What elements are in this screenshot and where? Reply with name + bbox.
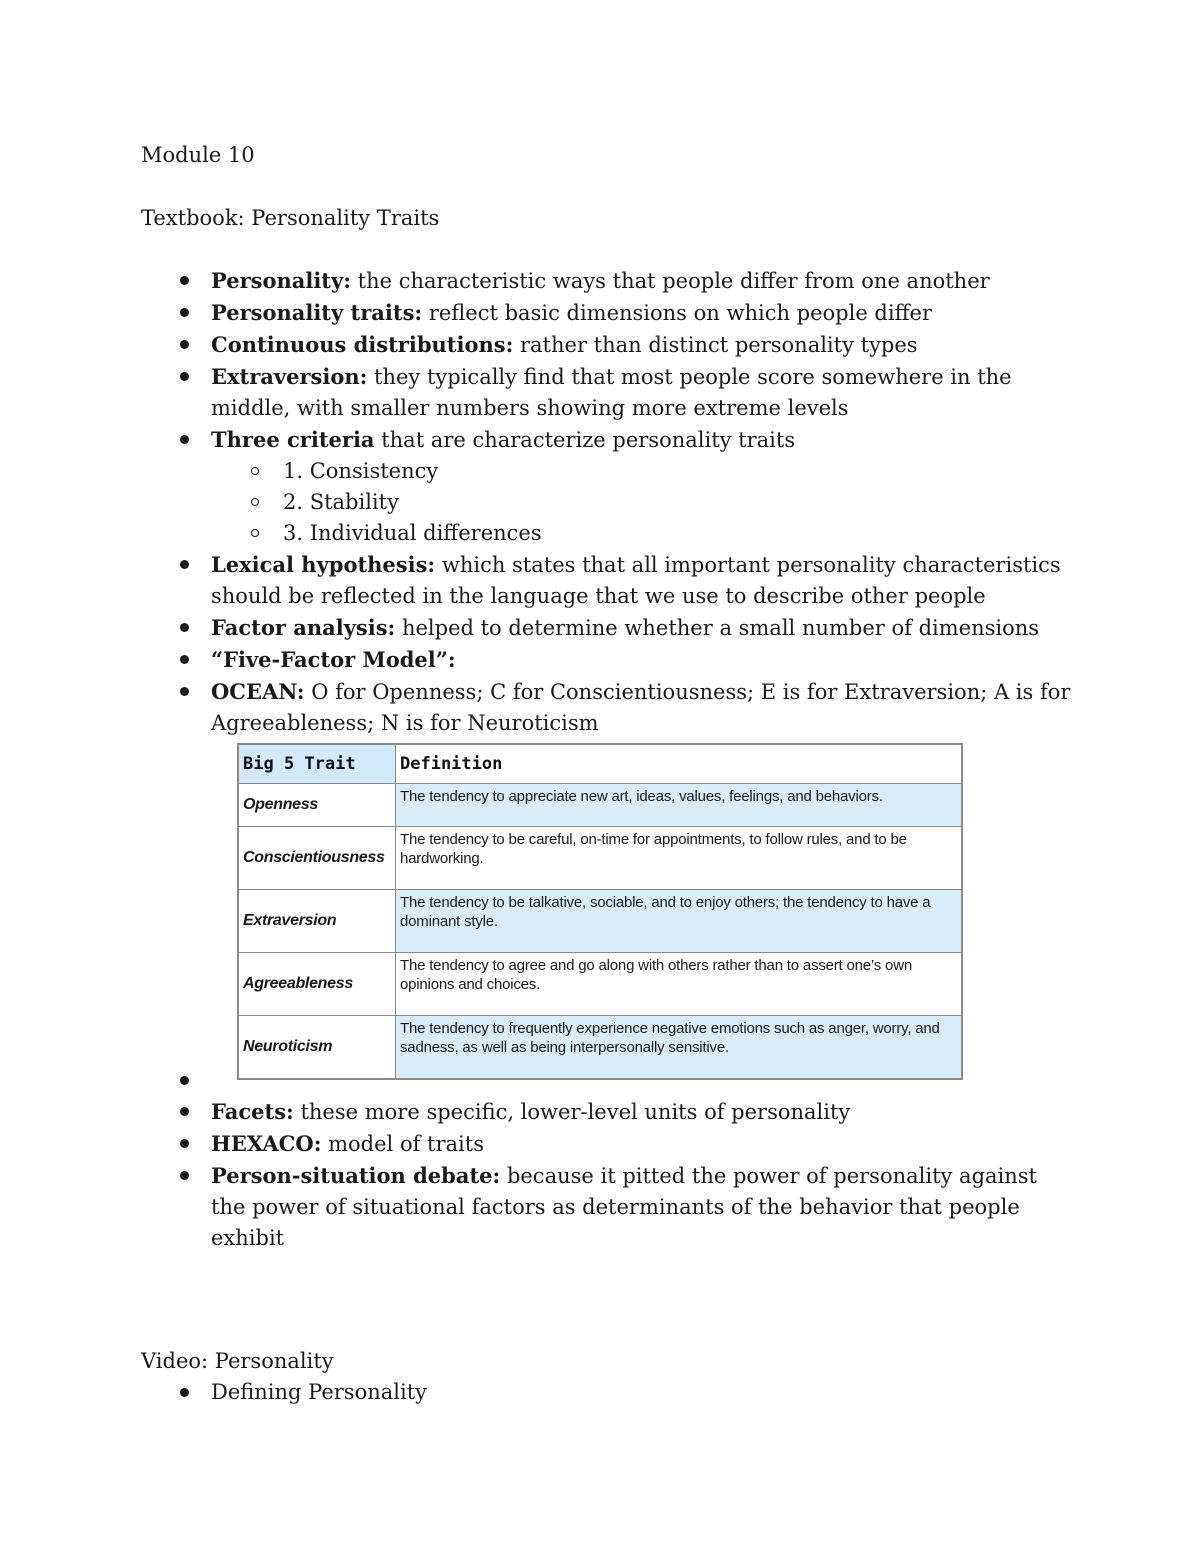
term-description: helped to determine whether a small number of dimensions xyxy=(395,616,1040,640)
bullet-icon xyxy=(180,340,189,349)
section-heading-textbook: Textbook: Personality Traits xyxy=(141,206,440,230)
document-title: Module 10 xyxy=(141,143,255,167)
header-definition: Definition xyxy=(396,744,963,784)
trait-name: Openness xyxy=(238,784,396,827)
criterion-text: 3. Individual differences xyxy=(283,521,542,545)
bullet-icon xyxy=(180,655,189,664)
trait-name: Agreeableness xyxy=(238,953,396,1016)
list-item xyxy=(141,612,1071,644)
bullet-icon xyxy=(180,276,189,285)
term: Factor analysis: xyxy=(211,615,396,640)
list-item xyxy=(141,644,1071,676)
textbook-bullet-list xyxy=(141,265,1071,739)
bullet-icon xyxy=(180,1139,189,1148)
term: Three criteria xyxy=(211,427,375,452)
table-header-row xyxy=(238,744,962,784)
list-item xyxy=(141,1160,1071,1254)
sub-list-item xyxy=(211,487,1071,518)
term-description: which states that all important personality characteristics should be reflected in the language that we use to describe other people xyxy=(211,553,1061,608)
bullet-icon xyxy=(180,623,189,632)
term: Lexical hypothesis: xyxy=(211,552,436,577)
bullet-icon xyxy=(180,1171,189,1180)
list-item xyxy=(141,1096,1071,1128)
criterion-text: 2. Stability xyxy=(283,490,399,514)
video-bullet-list xyxy=(141,1377,1071,1408)
bullet-icon xyxy=(180,435,189,444)
table-row xyxy=(238,953,962,1016)
list-item xyxy=(141,329,1071,361)
list-item xyxy=(141,676,1071,739)
bullet-icon xyxy=(180,1107,189,1116)
header-trait: Big 5 Trait xyxy=(238,744,396,784)
trait-name: Extraversion xyxy=(238,890,396,953)
list-item xyxy=(141,297,1071,329)
term-description: the characteristic ways that people differ from one another xyxy=(350,269,990,293)
circle-bullet-icon xyxy=(251,498,259,506)
term: Continuous distributions: xyxy=(211,332,514,357)
table-row xyxy=(238,890,962,953)
list-item xyxy=(141,549,1071,612)
bullet-icon xyxy=(180,1388,189,1397)
trait-definition: The tendency to appreciate new art, ideas, values, feelings, and behaviors. xyxy=(396,784,963,827)
criterion-text: 1. Consistency xyxy=(283,459,439,483)
trait-definition: The tendency to frequently experience negative emotions such as anger, worry, and sadness, as well as being interpersonally sensitive. xyxy=(396,1016,963,1080)
bullet-icon xyxy=(180,687,189,696)
term: Personality: xyxy=(211,268,351,293)
term-description: because it pitted the power of personality against the power of situational factors as determinants of the behavior that people exhibit xyxy=(211,1164,1037,1250)
list-item xyxy=(141,265,1071,297)
term: Personality traits: xyxy=(211,300,423,325)
trait-name: Conscientiousness xyxy=(238,827,396,890)
table-row xyxy=(238,784,962,827)
circle-bullet-icon xyxy=(251,467,259,475)
term: HEXACO: xyxy=(211,1131,322,1156)
list-item xyxy=(141,424,1071,549)
sub-list-item xyxy=(211,456,1071,487)
textbook-bullet-list-continued xyxy=(141,1096,1071,1254)
trait-definition: The tendency to be talkative, sociable, and to enjoy others; the tendency to have a dominant style. xyxy=(396,890,963,953)
term-description: model of traits xyxy=(321,1132,484,1156)
term: Facets: xyxy=(211,1099,294,1124)
term: “Five-Factor Model”: xyxy=(211,647,456,672)
trait-definition: The tendency to be careful, on-time for appointments, to follow rules, and to be hardworking. xyxy=(396,827,963,890)
table-row xyxy=(238,1016,962,1080)
term: Person-situation debate: xyxy=(211,1163,501,1188)
circle-bullet-icon xyxy=(251,529,259,537)
video-topic: Defining Personality xyxy=(211,1380,428,1404)
trait-name: Neuroticism xyxy=(238,1016,396,1080)
sub-list-item xyxy=(211,518,1071,549)
table-row xyxy=(238,827,962,890)
term-description: reflect basic dimensions on which people differ xyxy=(422,301,932,325)
term-description: these more specific, lower-level units of personality xyxy=(293,1100,851,1124)
bullet-icon xyxy=(180,560,189,569)
bullet-icon xyxy=(180,308,189,317)
term-description: rather than distinct personality types xyxy=(513,333,918,357)
trait-definition: The tendency to agree and go along with others rather than to assert one’s own opinions and choices. xyxy=(396,953,963,1016)
term: OCEAN: xyxy=(211,679,305,704)
term-description: that are characterize personality traits xyxy=(374,428,796,452)
list-item xyxy=(141,1128,1071,1160)
term-description: O for Openness; C for Conscientiousness; E is for Extraversion; A is for Agreeableness; N is for Neuroticism xyxy=(211,680,1071,735)
term: Extraversion: xyxy=(211,364,368,389)
section-heading-video: Video: Personality xyxy=(141,1349,334,1373)
big-five-table xyxy=(237,743,963,1080)
table-bullet-icon xyxy=(180,1076,189,1085)
criteria-sub-list xyxy=(211,456,1071,549)
list-item xyxy=(141,361,1071,424)
term-description: they typically find that most people score somewhere in the middle, with smaller numbers showing more extreme levels xyxy=(211,365,1012,420)
list-item xyxy=(141,1377,1071,1408)
bullet-icon xyxy=(180,372,189,381)
